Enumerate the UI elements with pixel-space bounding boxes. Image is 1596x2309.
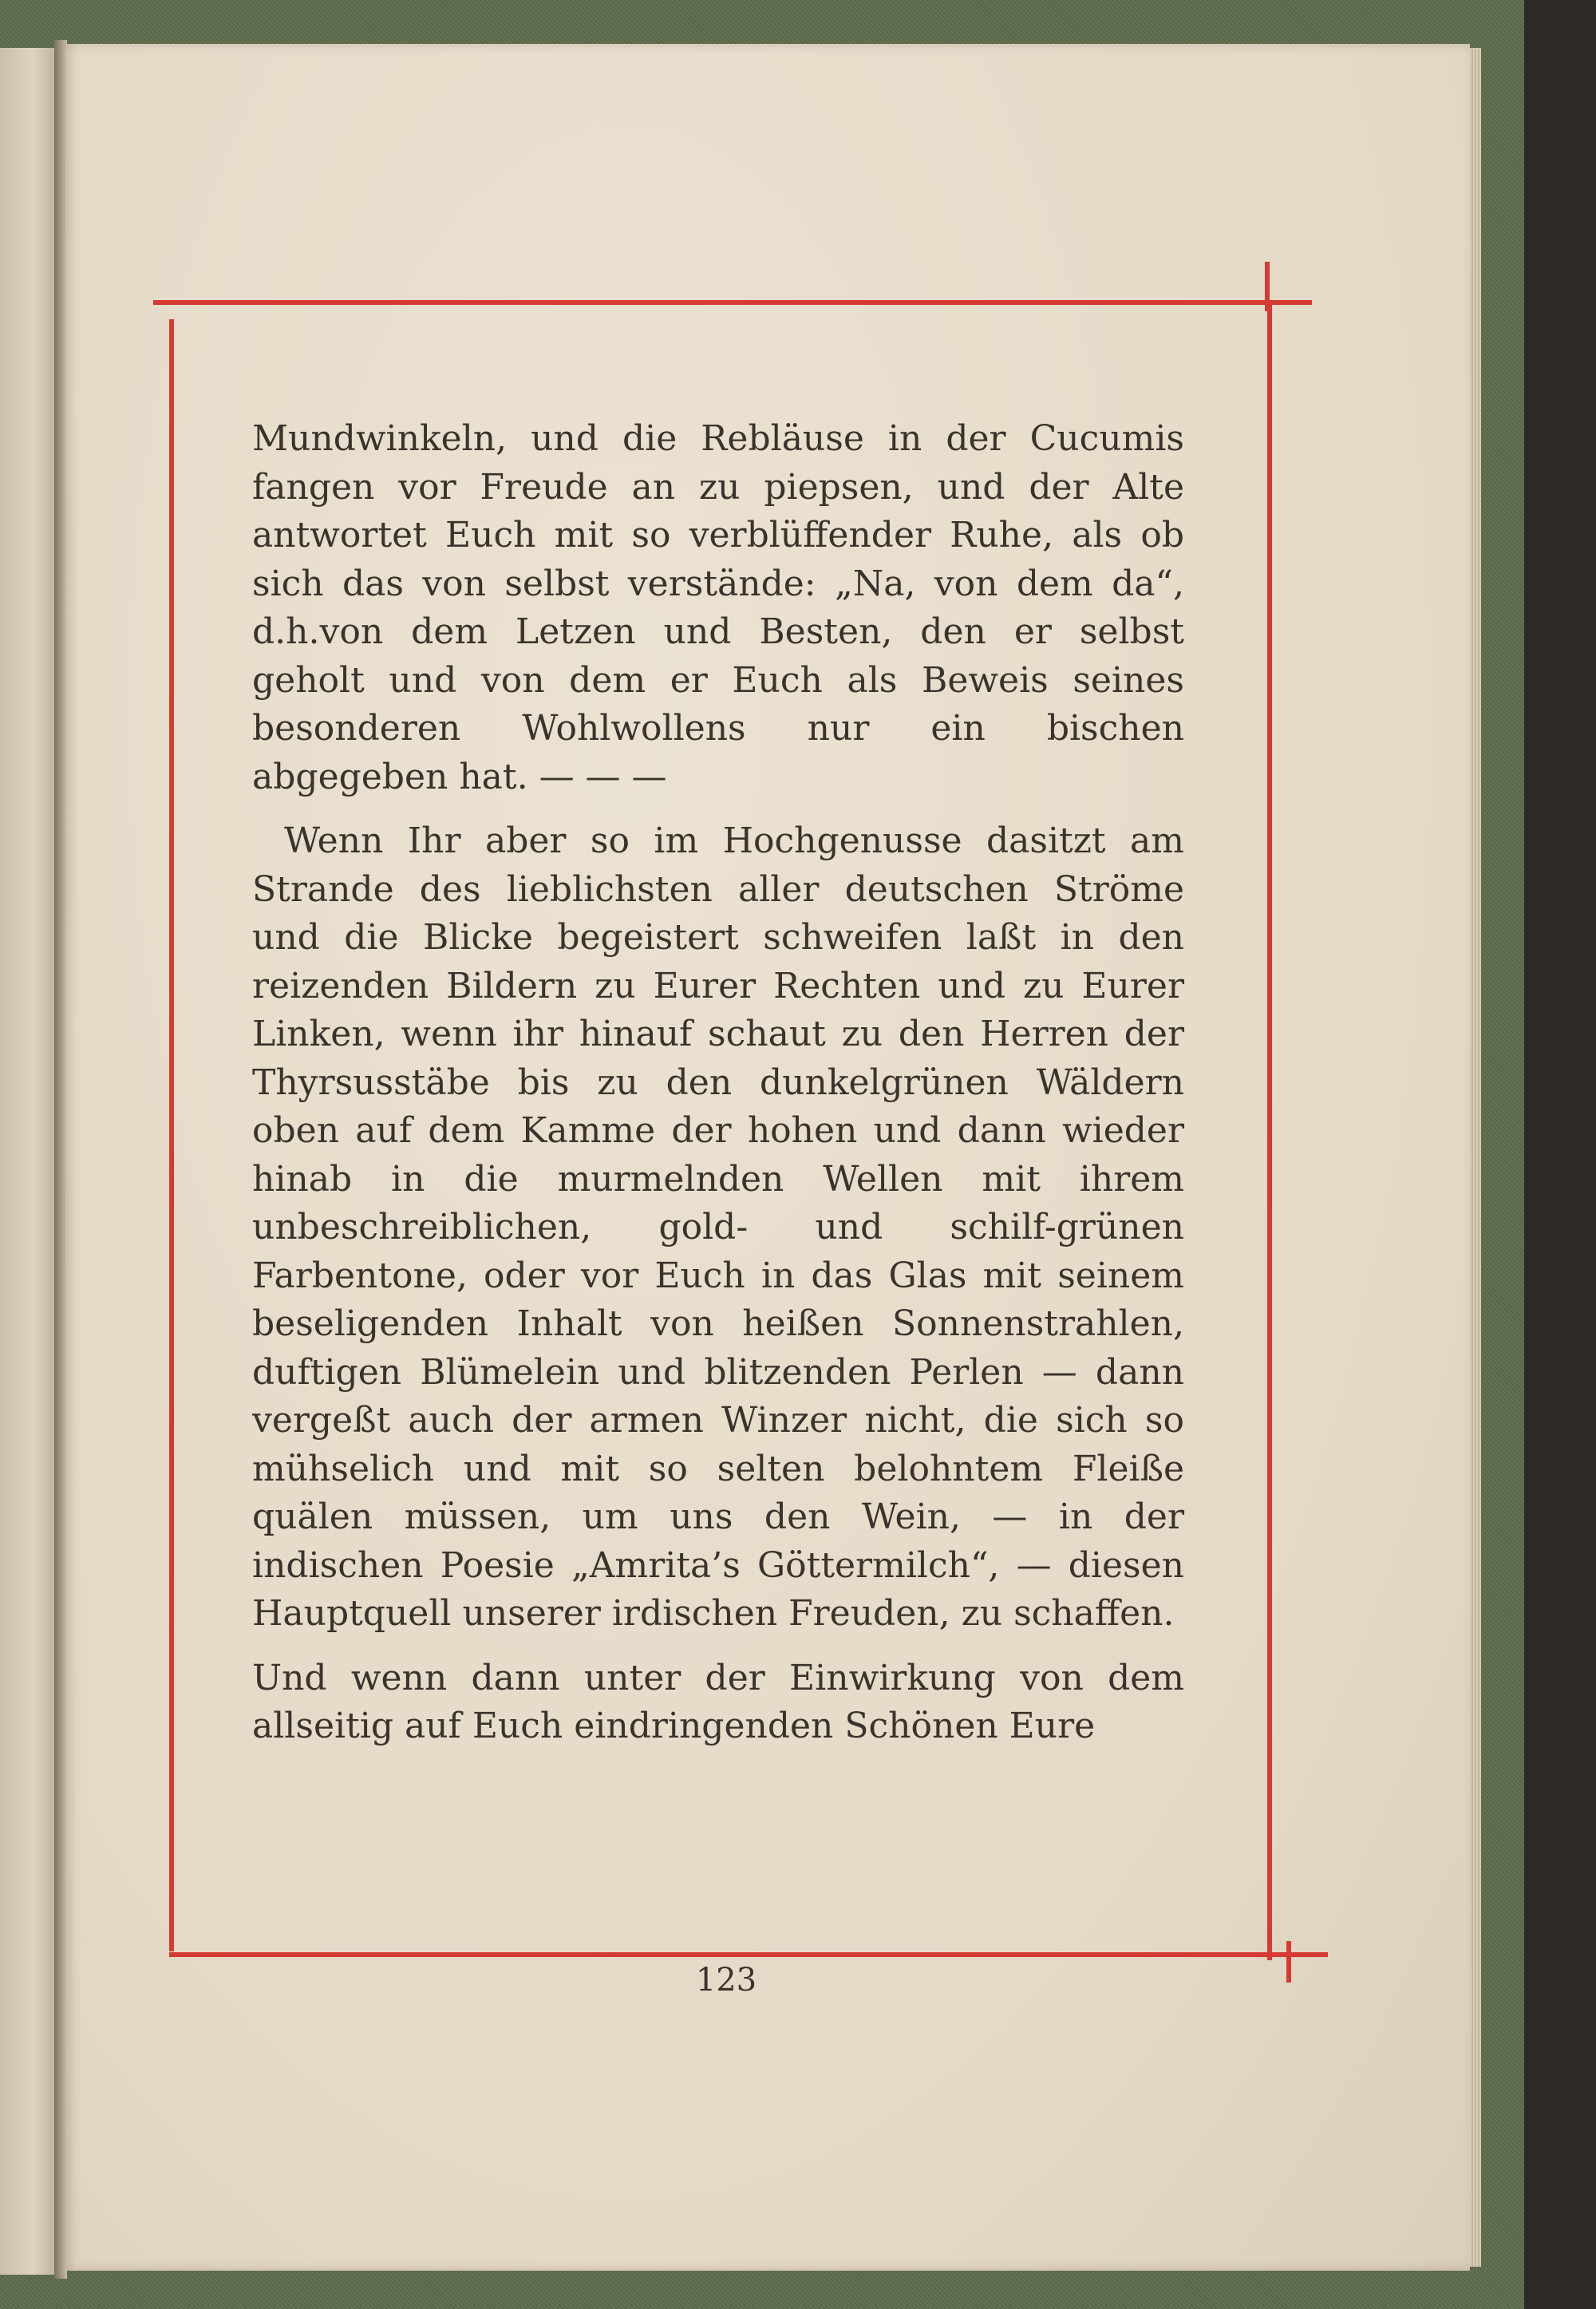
frame-bottom-line bbox=[169, 1952, 1328, 1957]
page-stack-edge bbox=[1470, 48, 1481, 2267]
frame-bottom-tick bbox=[1286, 1941, 1291, 1983]
page-number: 123 bbox=[695, 1962, 757, 1999]
left-page-edge bbox=[0, 48, 60, 2275]
frame-right-line bbox=[1267, 300, 1272, 1960]
frame-left-line bbox=[169, 319, 174, 1951]
paragraph-continuation: Mundwinkeln, und die Rebläuse in der Cucumis fangen vor Freude an zu piepsen, und der Alte antwortet Euch mit so verblüffender Ruhe, als ob sich das von selbst verstände: „Na, von dem da“, d.h.von dem Letzen und Besten, den er selbst geholt und von dem er Euch als Beweis seines besonderen Wohlwollens nur ein bischen abgegeben hat. — — — bbox=[252, 418, 1184, 797]
body-text bbox=[252, 415, 1184, 1751]
frame-top-line bbox=[153, 300, 1312, 305]
paragraph-wenn: Wenn Ihr aber so im Hochgenusse dasitzt am Strande des lieblichsten aller deutschen Ströme und die Blicke begeistert schweifen laßt in den reizenden Bildern zu Eurer Rechten und zu Eurer Linken, wenn ihr hinauf schaut zu den Herren der Thyrsusstäbe bis zu den dunkelgrünen Wäldern oben auf dem Kamme der hohen und dann wieder hinab in die murmelnden Wellen mit ihrem unbeschreiblichen, gold- und schilf-grünen Farbentone, oder vor Euch in das Glas mit seinem beseligenden Inhalt von heißen Sonnenstrahlen, duftigen Blümelein und blitzenden Perlen — dann vergeßt auch der armen Winzer nicht, die sich so mühselich und mit so selten belohntem Fleiße quälen müssen, um uns den Wein, — in der indischen Poesie „Amrita’s Göttermilch“, — diesen Hauptquell unserer irdischen Freuden, zu schaffen. bbox=[252, 820, 1184, 1634]
paragraph-und: Und wenn dann unter der Einwirkung von dem allseitig auf Euch eindringenden Schönen Eure bbox=[252, 1657, 1184, 1746]
